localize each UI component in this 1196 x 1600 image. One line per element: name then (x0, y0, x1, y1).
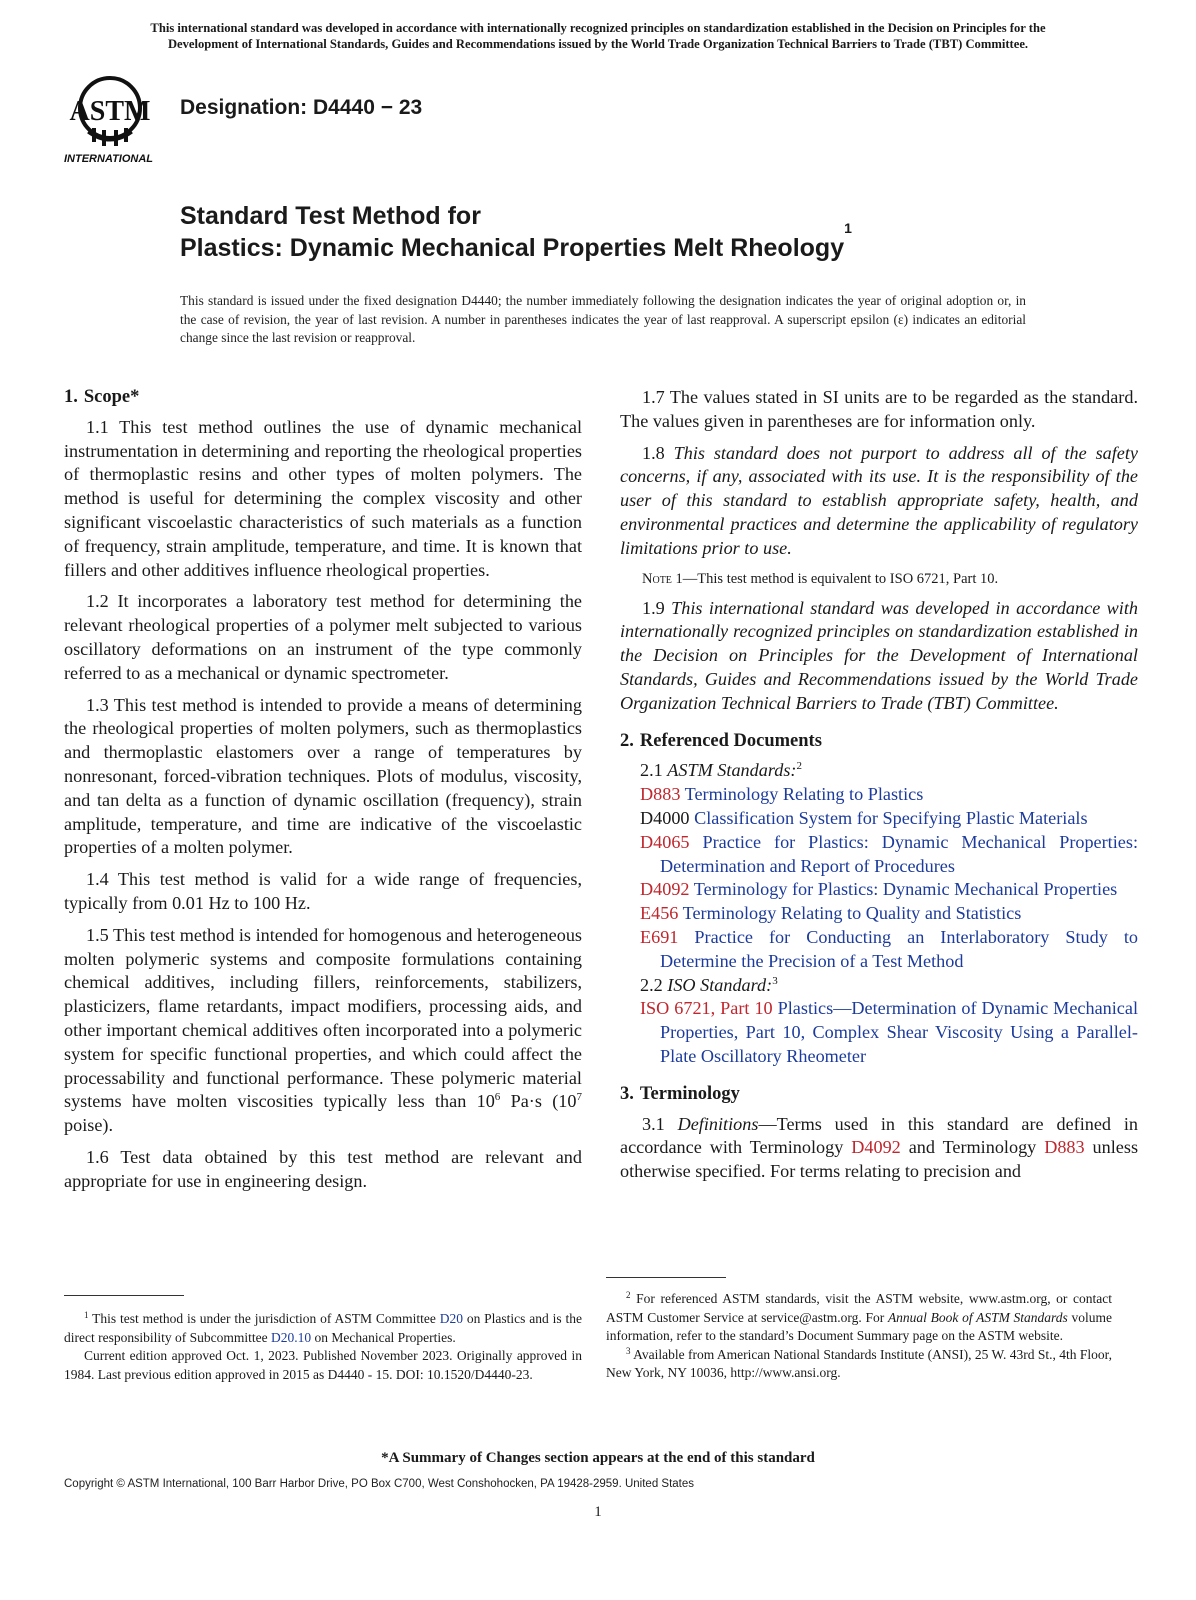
footnote-2-3 (606, 1290, 1112, 1383)
tbt-notice (58, 20, 1138, 52)
title-line2-text: Plastics: Dynamic Mechanical Properties Melt Rheology (180, 234, 845, 262)
para-1-8-text: This standard does not purport to address all of the safety concerns, if any, associated with its use. It is the responsibility of the user of this standard to establish appropriate safety, health, and environmental practices and determine the applicability of regulatory limitations prior to use. (620, 442, 1138, 558)
para-3-1-text-b: and Terminology (900, 1137, 1045, 1158)
link-d20[interactable]: D20 (439, 1311, 463, 1326)
reference-title[interactable]: Plastics—Determination of Dynamic Mechanical Properties, Part 10, Complex Shear Viscosity Using a Parallel-Plate Oscillatory Rheometer (660, 998, 1139, 1066)
subsection-iso-standard (620, 974, 1138, 998)
reference-item[interactable] (620, 878, 1138, 902)
para-1-5-text-a: 1.5 This test method is intended for homogenous and heterogeneous molten polymeric systems and composite formulations containing chemical additives, including fillers, reinforcements, stabilizers, plasticizers, flame retardants, impact modifiers, processing aids, and other important chemical additives often incorporated into a polymeric system for specific functional properties, and which could affect the processability and functional performance. These polymeric material systems have molten viscosities typically less than 10 (64, 924, 582, 1112)
reference-code[interactable]: ISO 6721, Part 10 (640, 998, 773, 1019)
note-label: Note 1 (642, 570, 683, 587)
footnote-number: 1 (84, 1310, 89, 1320)
link-d20-10[interactable]: D20.10 (270, 1329, 312, 1345)
para-number: 1.8 (642, 442, 674, 463)
link-d4092[interactable]: D4092 (851, 1137, 901, 1158)
footnote-number: 3 (626, 1345, 631, 1356)
reference-code[interactable]: D4065 (640, 831, 690, 852)
reference-item[interactable] (620, 926, 1138, 974)
page-number: 1 (594, 1504, 602, 1520)
section-scope-heading (64, 386, 582, 410)
subsection-title: ISO Standard: (667, 974, 773, 995)
para-number: 3.1 (642, 1113, 678, 1134)
copyright: Copyright © ASTM International, 100 Barr Harbor Drive, PO Box C700, West Conshohocken, PA 19428-2959. United States (64, 1478, 695, 1490)
reference-code[interactable]: D4092 (640, 879, 690, 900)
reference-item-iso[interactable] (620, 997, 1138, 1068)
title-line1: Standard Test Method for (180, 202, 481, 230)
para-1-5-text-c: poise). (64, 1115, 113, 1136)
link-d883[interactable]: D883 (1044, 1137, 1085, 1158)
footnote-text: on Plastics and is the direct responsibility of Subcommittee (64, 1311, 582, 1345)
reference-code: D4000 (640, 807, 690, 828)
footnote-1-edition: Current edition approved Oct. 1, 2023. Published November 2023. Originally approved in 1984. Last previous edition approved in 2015 as D4440 - 15. DOI: 10.1520/D4440-23. (64, 1348, 582, 1382)
issued-statement: This standard is issued under the fixed designation D4440; the number immediately following the designation indicates the year of original adoption or, in the case of revision, the year of last revision. A number in parentheses indicates the year of last reapproval. A superscript epsilon (ε) indicates an editorial change since the last revision or reapproval. (180, 293, 1026, 345)
exponent: 7 (576, 1091, 582, 1104)
subsection-title: ASTM Standards: (667, 760, 797, 781)
footnote-rule-right (606, 1277, 726, 1278)
subsection-number: 2.2 (640, 974, 668, 995)
para-1-3: 1.3 This test method is intended to provide a means of determining the rheological properties of molten polymers, such as thermoplastics and thermoplastic elastomers over a range of temperatures by nonresonant, forced-vibration techniques. Plots of modulus, viscosity, and tan delta as a function of dynamic oscillation (frequency), strain amplitude, temperature, and time are indicative of the viscoelastic properties of a molten polymer. (64, 694, 582, 858)
left-column (64, 386, 582, 1202)
reference-title[interactable]: Practice for Conducting an Interlaboratory Study to Determine the Precision of a Test Method (660, 926, 1138, 971)
section-referenced-heading (620, 730, 1138, 754)
footnote-text: volume information, refer to the standard’s Document Summary page on the ASTM website. (606, 1309, 1113, 1343)
footnote-1-line (64, 1310, 582, 1347)
footnote-text: on Mechanical Properties. (311, 1329, 456, 1345)
para-1-5-text-b: Pa·s (10 (500, 1091, 577, 1112)
reference-title[interactable]: Terminology for Plastics: Dynamic Mechanical Properties (693, 879, 1118, 900)
reference-title[interactable]: Terminology Relating to Quality and Statistics (682, 903, 1022, 924)
section-title: Terminology (639, 1083, 740, 1104)
footnote-text: For referenced ASTM standards, visit the ASTM website, www.astm.org, or contact ASTM Customer Service at service@astm.org. For (606, 1291, 1112, 1325)
right-column (620, 386, 1138, 1192)
tbt-notice-line2: Development of International Standards, Guides and Recommendations issued by the World Trade Organization Technical Barriers to Trade (TBT) Committee. (167, 37, 1029, 51)
subsection-number: 2.1 (640, 760, 668, 781)
section-number: 2. (620, 730, 634, 751)
para-1-1: 1.1 This test method outlines the use of dynamic mechanical instrumentation in determining and reporting the rheological properties of thermoplastic resins and other types of molten polymers. The method is useful for determining the complex viscosity and other significant viscoelastic characteristics of such materials as a function of frequency, strain amplitude, temperature, and time. It is known that fillers and other additives influence rheological properties. (64, 416, 582, 580)
para-1-9-text: This international standard was developed in accordance with internationally recognized principles on standardization established in the Decision on Principles for the Development of International Standards, Guides and Recommendations issued by the World Trade Organization Technical Barriers to Trade (TBT) Committee. (620, 597, 1139, 713)
reference-code[interactable]: E456 (640, 903, 679, 924)
section-title: Referenced Documents (639, 730, 822, 751)
reference-item[interactable] (620, 831, 1138, 879)
tbt-notice-line1: This international standard was developed in accordance with internationally recognized principles on standardization established in the Decision on Principles for the (150, 21, 1046, 35)
document-title (180, 200, 1080, 264)
summary-of-changes-note: *A Summary of Changes section appears at the end of this standard (381, 1450, 815, 1466)
para-3-1 (620, 1113, 1138, 1184)
footnote-3 (606, 1346, 1112, 1383)
footnote-ref[interactable]: 3 (772, 974, 778, 987)
title-footnote-ref[interactable]: 1 (844, 220, 852, 236)
footnote-2 (606, 1290, 1112, 1346)
reference-item[interactable] (620, 783, 1138, 807)
footnote-italic: Annual Book of ASTM Standards (887, 1309, 1068, 1325)
section-terminology-heading (620, 1083, 1138, 1107)
note-1 (620, 569, 1138, 589)
para-1-4: 1.4 This test method is valid for a wide range of frequencies, typically from 0.01 Hz to 100 Hz. (64, 869, 582, 913)
footnote-text: Available from American National Standards Institute (ANSI), 25 W. 43rd St., 4th Floor, New York, NY 10036, http://www.ansi.org. (606, 1346, 1112, 1380)
reference-item[interactable] (620, 902, 1138, 926)
para-1-6: 1.6 Test data obtained by this test method are relevant and appropriate for use in engineering design. (64, 1146, 582, 1191)
logo-text: ASTM (69, 96, 151, 127)
section-title: Scope* (83, 387, 140, 407)
para-3-1-text-c: unless otherwise specified. For terms relating to precision and (620, 1137, 1139, 1182)
designation: Designation: D4440 − 23 (180, 96, 423, 119)
reference-item[interactable] (620, 807, 1138, 831)
exponent: 6 (494, 1091, 501, 1104)
footnote-ref[interactable]: 2 (796, 760, 802, 773)
reference-code[interactable]: D883 (640, 784, 681, 805)
footnote-text: This test method is under the jurisdiction of ASTM Committee (88, 1311, 440, 1326)
subsection-astm-standards (620, 759, 1138, 783)
reference-code[interactable]: E691 (640, 926, 679, 947)
para-1-8 (620, 442, 1138, 561)
footnote-number: 2 (626, 1290, 631, 1300)
astm-logo (62, 70, 170, 166)
para-1-9 (620, 597, 1138, 716)
definitions-label: Definitions (677, 1113, 759, 1134)
footnote-rule-left (64, 1295, 184, 1296)
section-number: 3. (620, 1083, 634, 1104)
reference-title[interactable]: Classification System for Specifying Plastic Materials (694, 807, 1088, 828)
reference-title[interactable]: Practice for Plastics: Dynamic Mechanical Properties: Determination and Report of Procedures (660, 831, 1138, 876)
footnote-1 (64, 1310, 582, 1384)
reference-title[interactable]: Terminology Relating to Plastics (684, 784, 924, 805)
para-number: 1.9 (642, 597, 672, 618)
para-1-2: 1.2 It incorporates a laboratory test method for determining the relevant rheological properties of a polymer melt subjected to various oscillatory deformations on an instrument of the type commonly referred to as a mechanical or dynamic spectrometer. (64, 591, 582, 683)
logo-subtext: INTERNATIONAL (64, 153, 154, 165)
para-1-7: 1.7 The values stated in SI units are to be regarded as the standard. The values given in parentheses are for information only. (620, 387, 1138, 431)
para-3-1-text-a: —Terms used in this standard are defined in accordance with Terminology (620, 1113, 1139, 1158)
title-line2 (180, 220, 1080, 264)
note-text: —This test method is equivalent to ISO 6721, Part 10. (682, 570, 999, 587)
logo-lettering (70, 96, 151, 127)
section-number: 1. (64, 387, 78, 407)
para-1-5 (64, 924, 582, 1138)
